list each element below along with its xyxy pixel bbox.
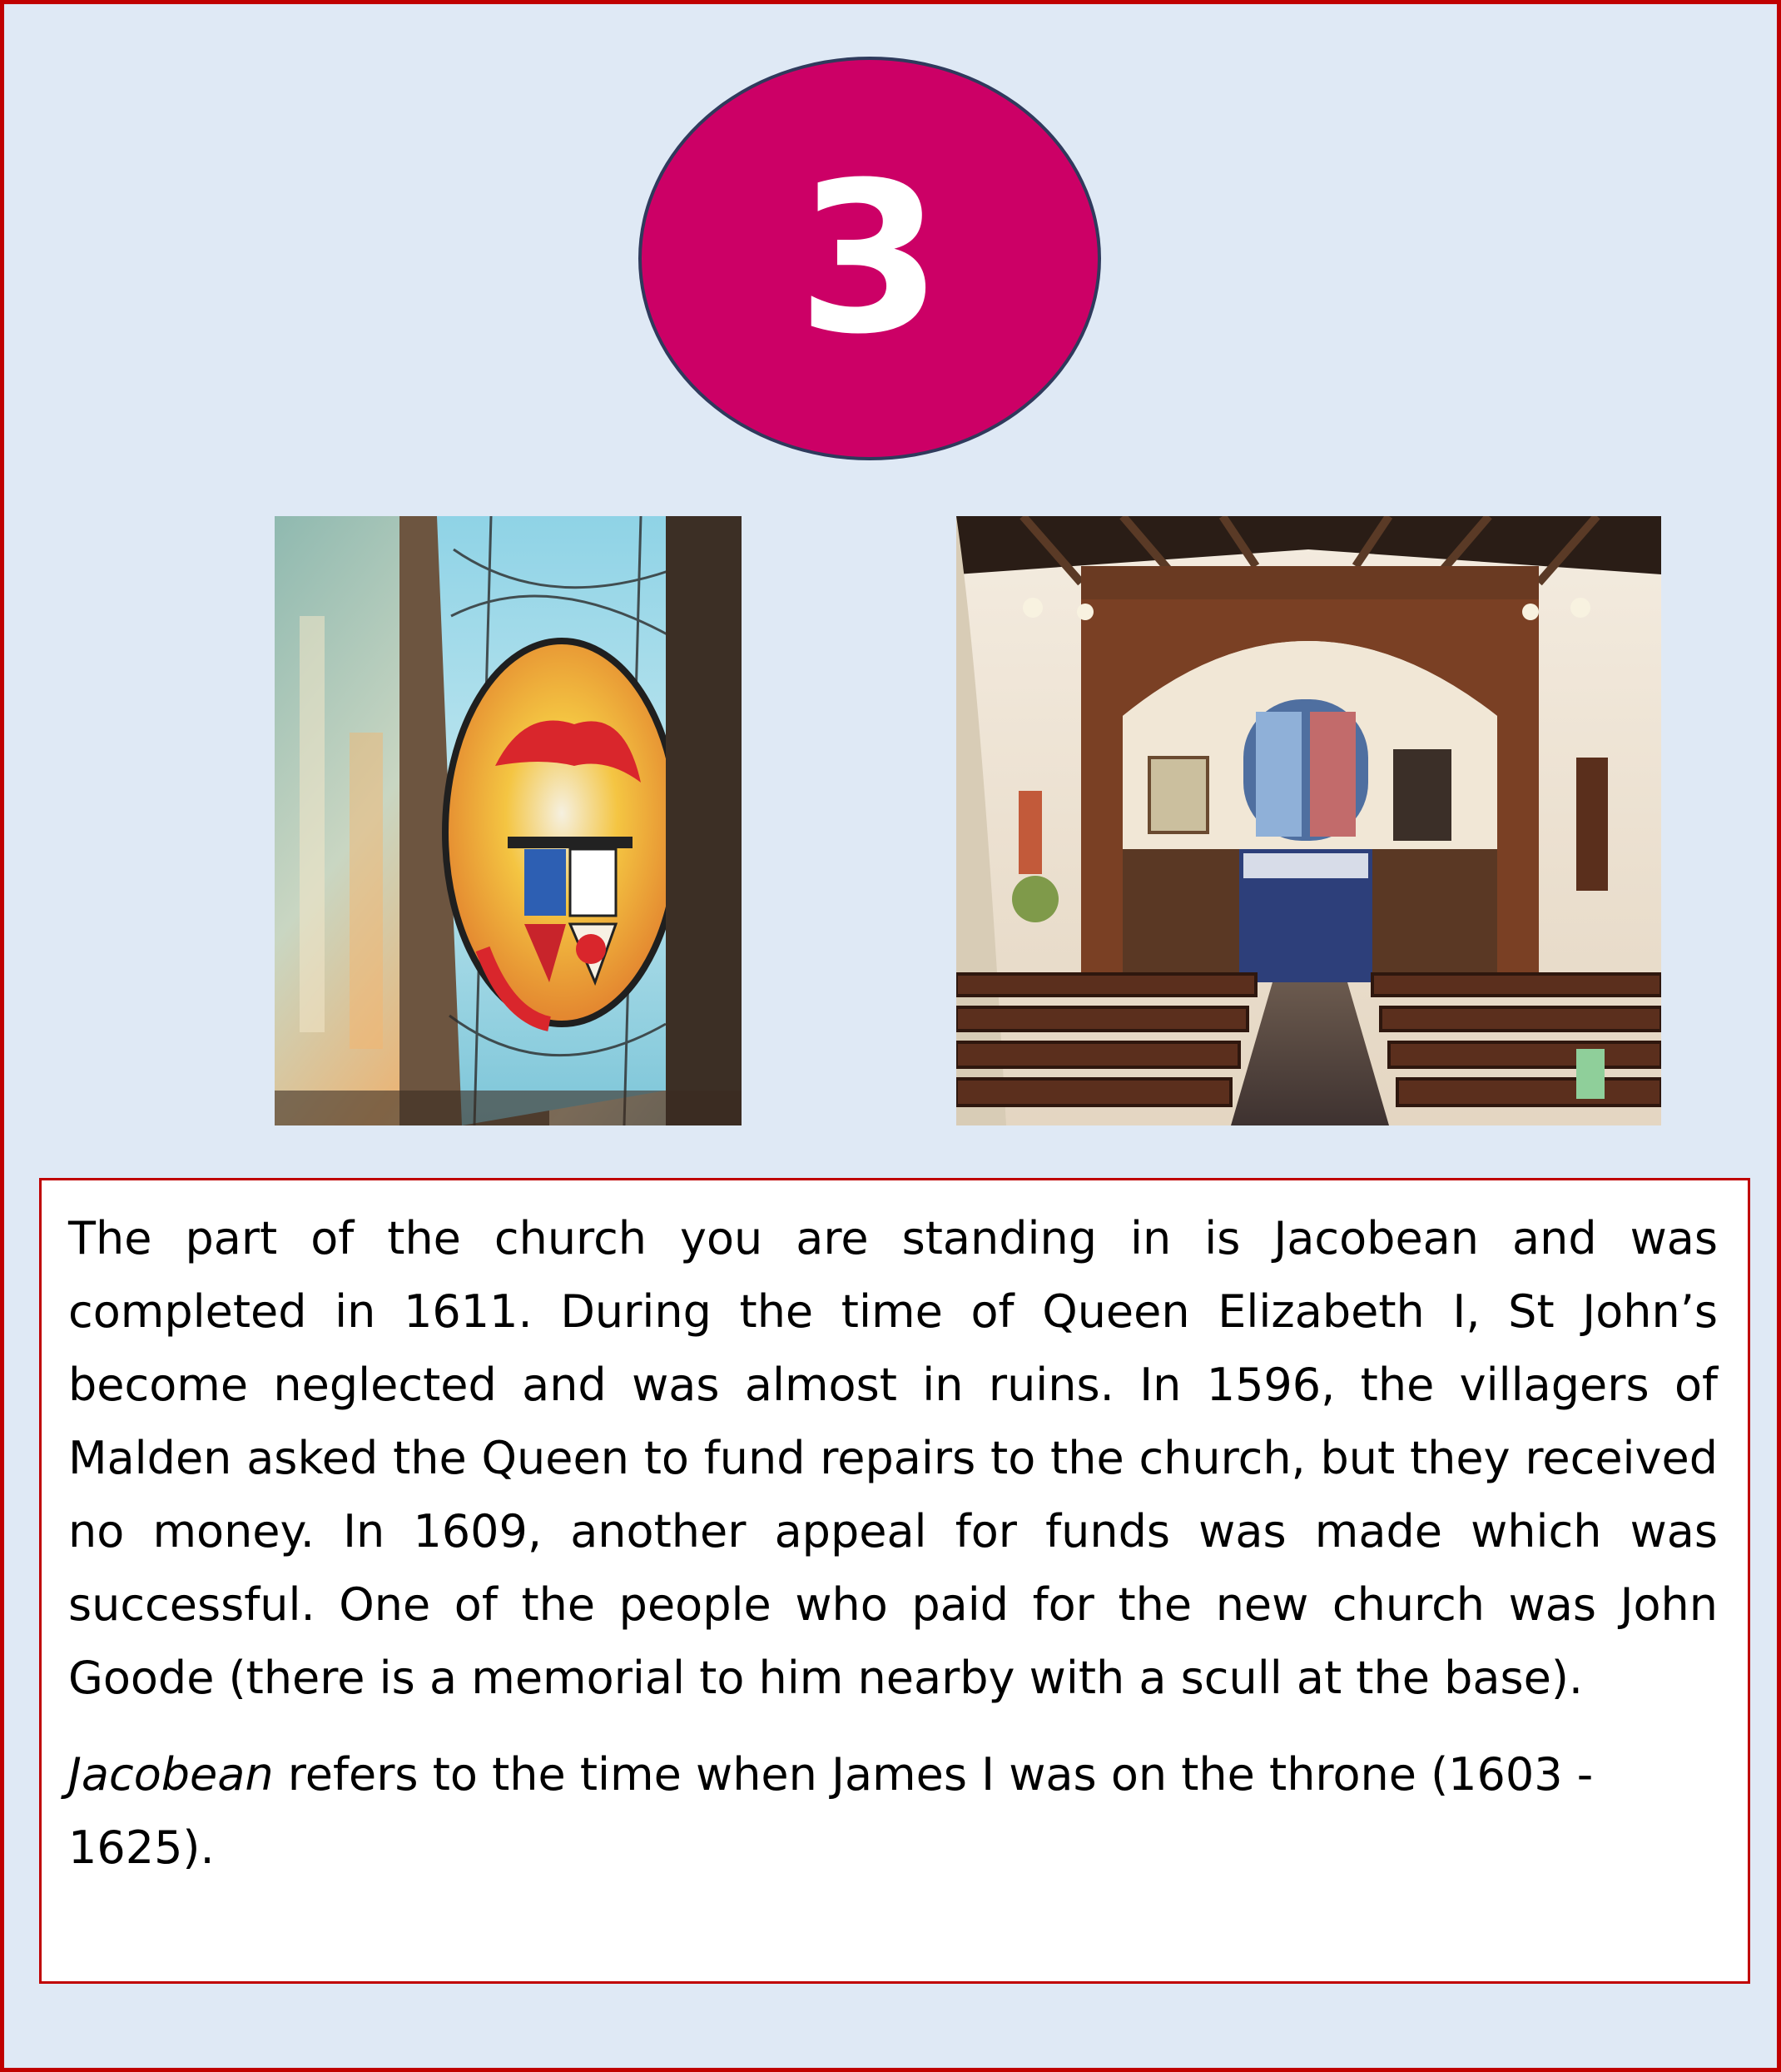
description-box [39, 1178, 1750, 1984]
description-paragraph: The part of the church you are standing in is Jacobean and was completed in 1611. During the time of Queen Elizabeth I, St John’s become neglected and was almost in ruins. In 1596, the villagers of Malden asked the Queen to fund repairs to the church, but they received no money. In 1609, another appeal for funds was made which was successful. One of the people who paid for the new church was John Goode (there is a memorial to him nearby with a scull at the base). [68, 1212, 1718, 1704]
stained-glass-window-photo [275, 516, 742, 1125]
definition-text: refers to the time when James I was on the throne (1603 - 1625). [68, 1748, 1594, 1874]
number-badge [638, 57, 1101, 460]
definition-term: Jacobean [68, 1748, 274, 1801]
church-interior-photo [956, 516, 1661, 1125]
badge-number: 3 [797, 137, 942, 380]
definition-paragraph [68, 1738, 1718, 1885]
